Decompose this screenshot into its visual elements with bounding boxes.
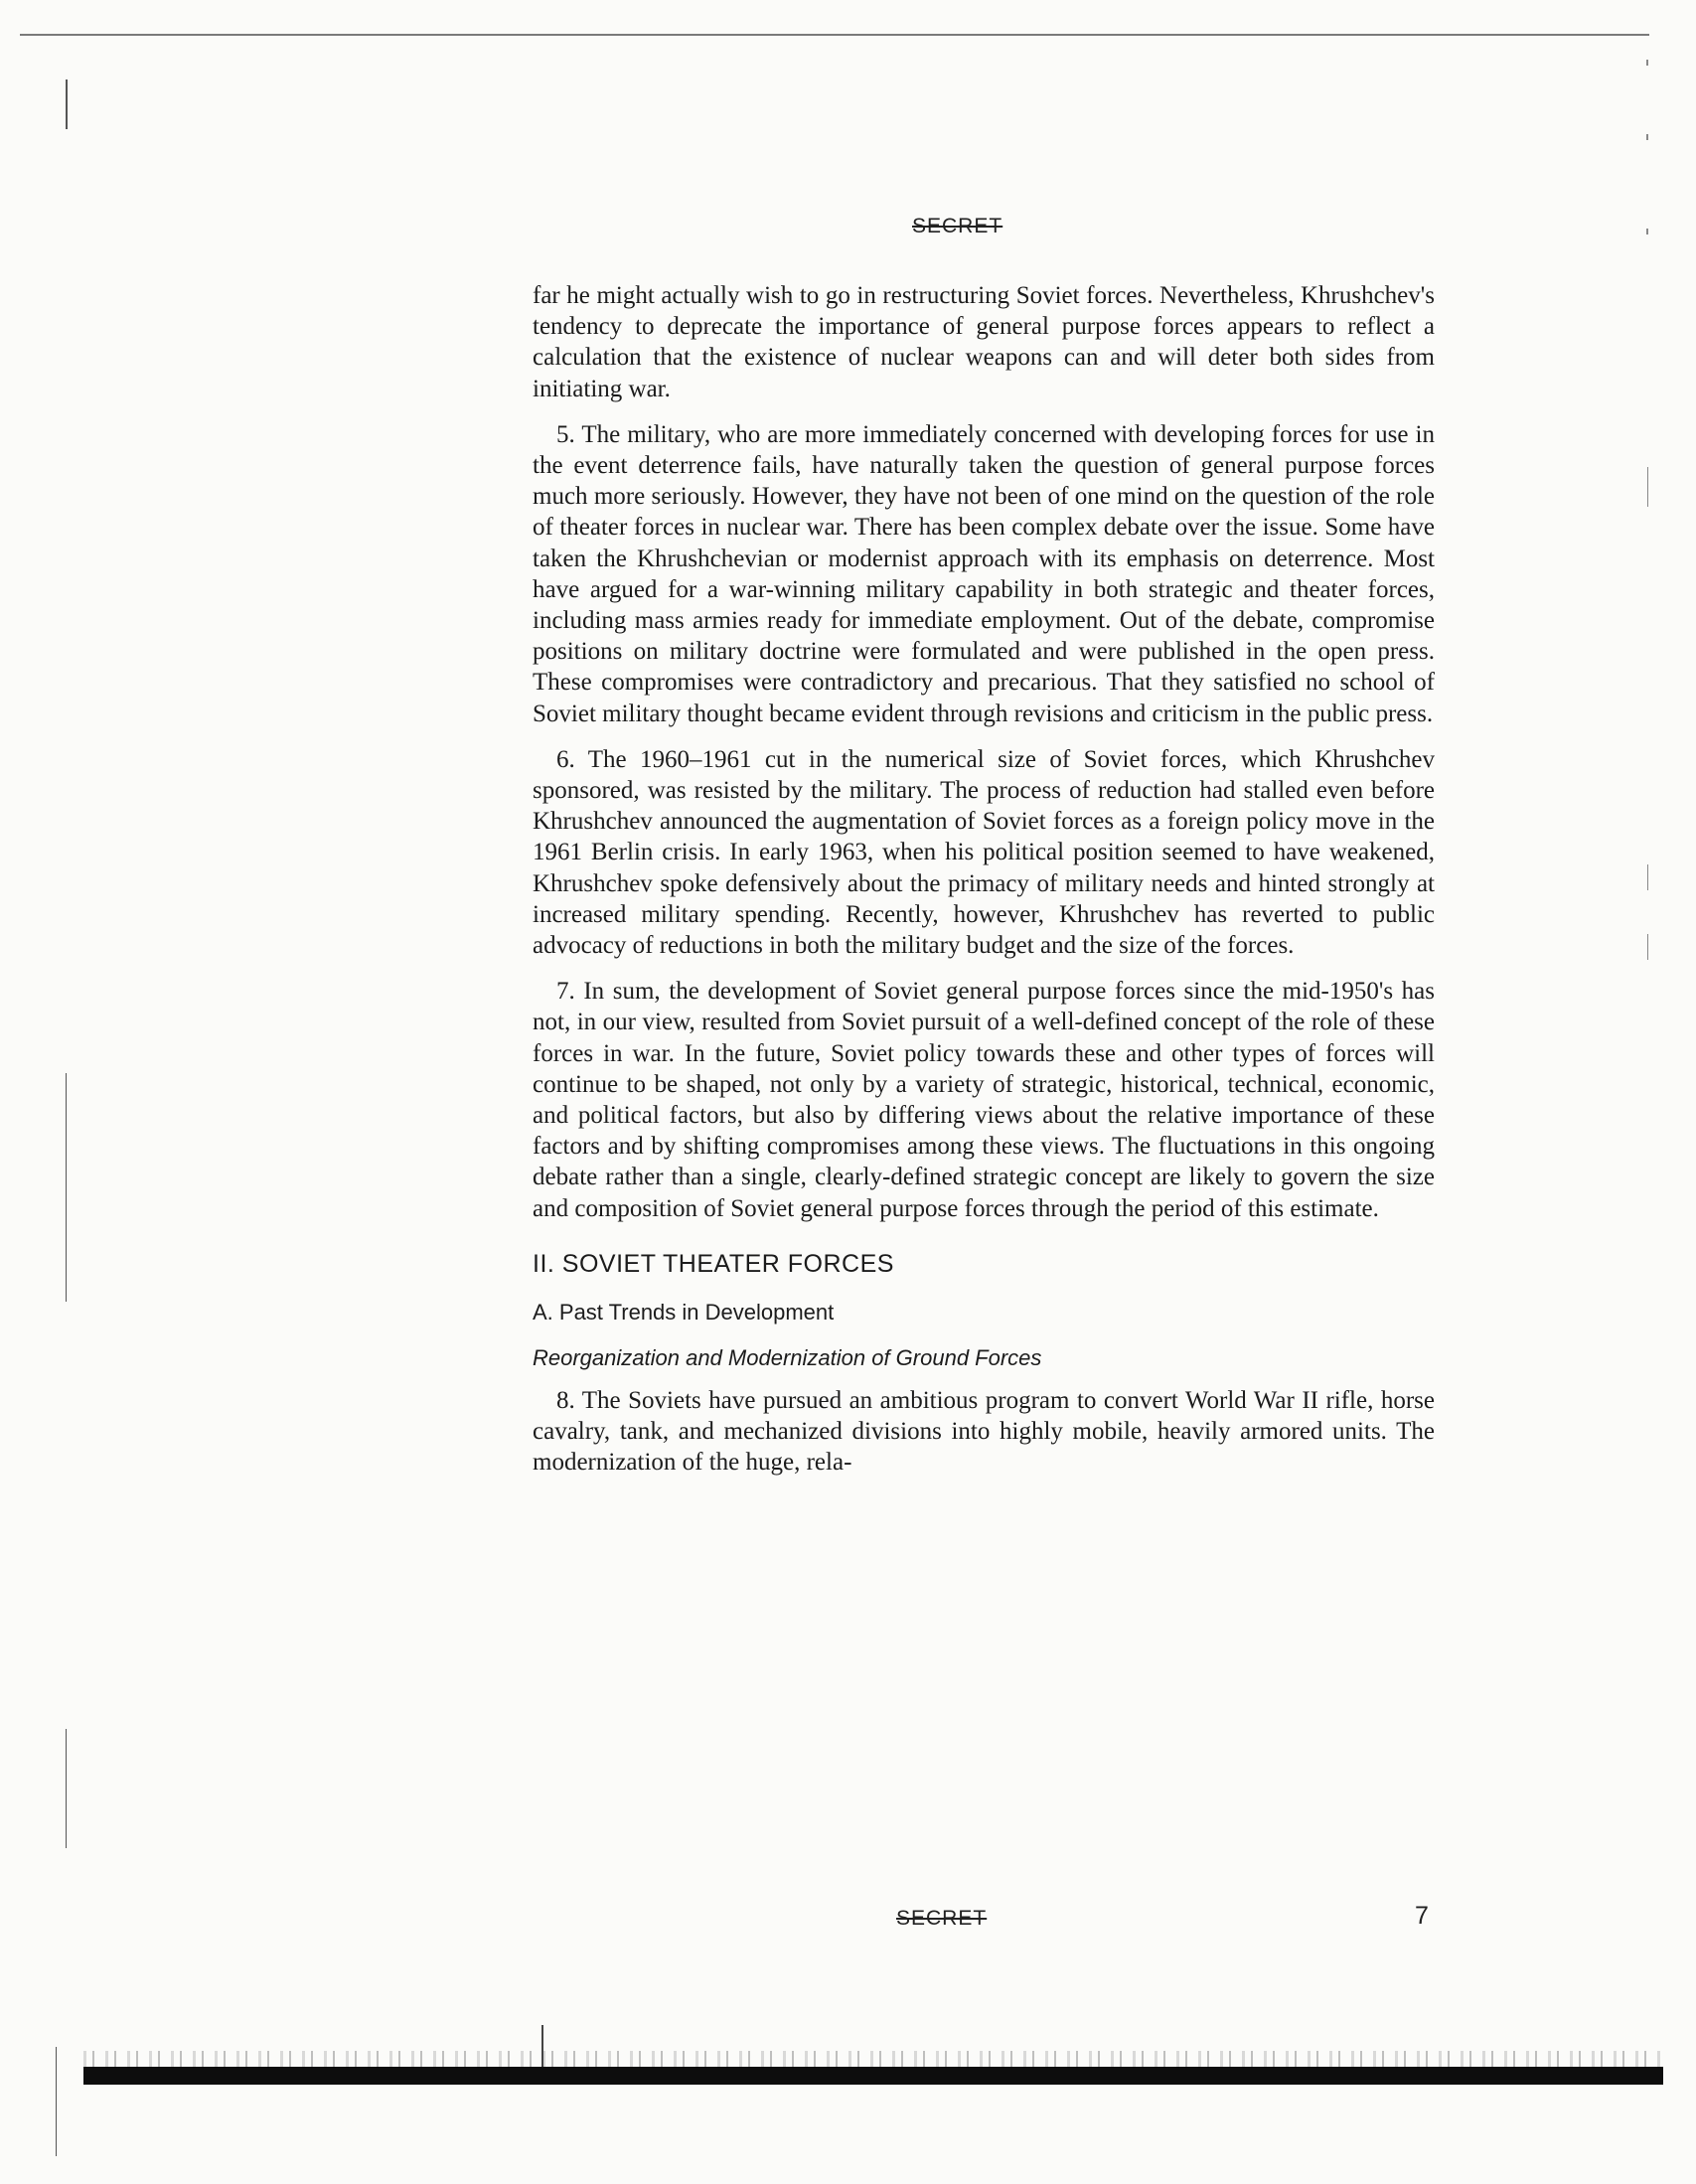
scan-bottom-tick bbox=[541, 2025, 543, 2067]
scan-speck bbox=[1646, 134, 1648, 140]
section-heading: II. SOVIET THEATER FORCES bbox=[533, 1249, 894, 1278]
topic-heading: Reorganization and Modernization of Ground Forces bbox=[533, 1344, 1042, 1370]
classification-marking-bottom: SECRET bbox=[896, 1907, 988, 1930]
document-body bbox=[533, 280, 1435, 1493]
scan-bottom-bar bbox=[83, 2067, 1663, 2085]
scan-speck bbox=[1646, 229, 1648, 234]
paragraph-6: 6. The 1960–1961 cut in the numerical size of Soviet forces, which Khrushchev sponsored, was resisted by the military. The process of reduction had stalled even before Khrushchev announced the augmentation of Soviet forces as a foreign policy move in the 1961 Berlin crisis. In early 1963, when his political position seemed to have weakened, Khrushchev spoke defensively about the primacy of military needs and hinted strongly at increased military spending. Recently, however, Khrushchev has reverted to public advocacy of reductions in both the military budget and the size of the forces. bbox=[533, 745, 1435, 960]
classification-marking-top: SECRET bbox=[912, 215, 1003, 237]
paragraph-8: 8. The Soviets have pursued an ambitious program to convert World War II rifle, horse cavalry, tank, and mechanized divisions into highly mobile, heavily armored units. The modernization of the huge, rela- bbox=[533, 1386, 1435, 1477]
scan-speck bbox=[1647, 467, 1648, 507]
paragraph-5: 5. The military, who are more immediately concerned with developing forces for use in the event deterrence fails, have naturally taken the question of general purpose forces much more seriously. However, they have not been of one mind on the question of the role of theater forces in nuclear war. There has been complex debate over the issue. Some have taken the Khrushchevian or modernist approach with its emphasis on deterrence. Most have argued for a war-winning military capability in both strategic and theater forces, including mass armies ready for immediate employment. Out of the debate, compromise positions on military doctrine were formulated and were published in the open press. These compromises were contradictory and precarious. That they satisfied no school of Soviet military thought became evident through revisions and criticism in the public press. bbox=[533, 420, 1435, 727]
scan-margin-mark bbox=[66, 1073, 67, 1302]
scan-speck bbox=[1647, 864, 1648, 890]
scan-speck bbox=[1647, 934, 1648, 960]
scan-margin-mark bbox=[56, 2047, 57, 2156]
scan-margin-mark bbox=[66, 1729, 67, 1848]
scan-margin-mark bbox=[66, 79, 68, 129]
scan-bottom-noise bbox=[83, 2051, 1663, 2067]
paragraph-7: 7. In sum, the development of Soviet general purpose forces since the mid-1950's has not, in our view, resulted from Soviet pursuit of a well-defined concept of the role of these forces in war. In the future, Soviet policy towards these and other types of forces will continue to be shaped, not only by a variety of strategic, historical, technical, economic, and political factors, but also by differing views about the relative importance of these factors and by shifting compromises among these views. The fluctuations in this ongoing debate rather than a single, clearly-defined strategic concept are likely to govern the size and composition of Soviet general purpose forces through the period of this estimate. bbox=[533, 978, 1435, 1222]
scan-speck bbox=[1646, 60, 1648, 66]
paragraph-continuation: far he might actually wish to go in restructuring Soviet forces. Nevertheless, Khrushchev's tendency to deprecate the importance of general purpose forces appears to reflect a calculation that the existence of nuclear weapons can and will deter both sides from initiating war. bbox=[533, 282, 1435, 402]
page-number: 7 bbox=[1415, 1902, 1429, 1930]
scan-edge-line bbox=[20, 34, 1649, 36]
subsection-heading: A. Past Trends in Development bbox=[533, 1299, 835, 1325]
